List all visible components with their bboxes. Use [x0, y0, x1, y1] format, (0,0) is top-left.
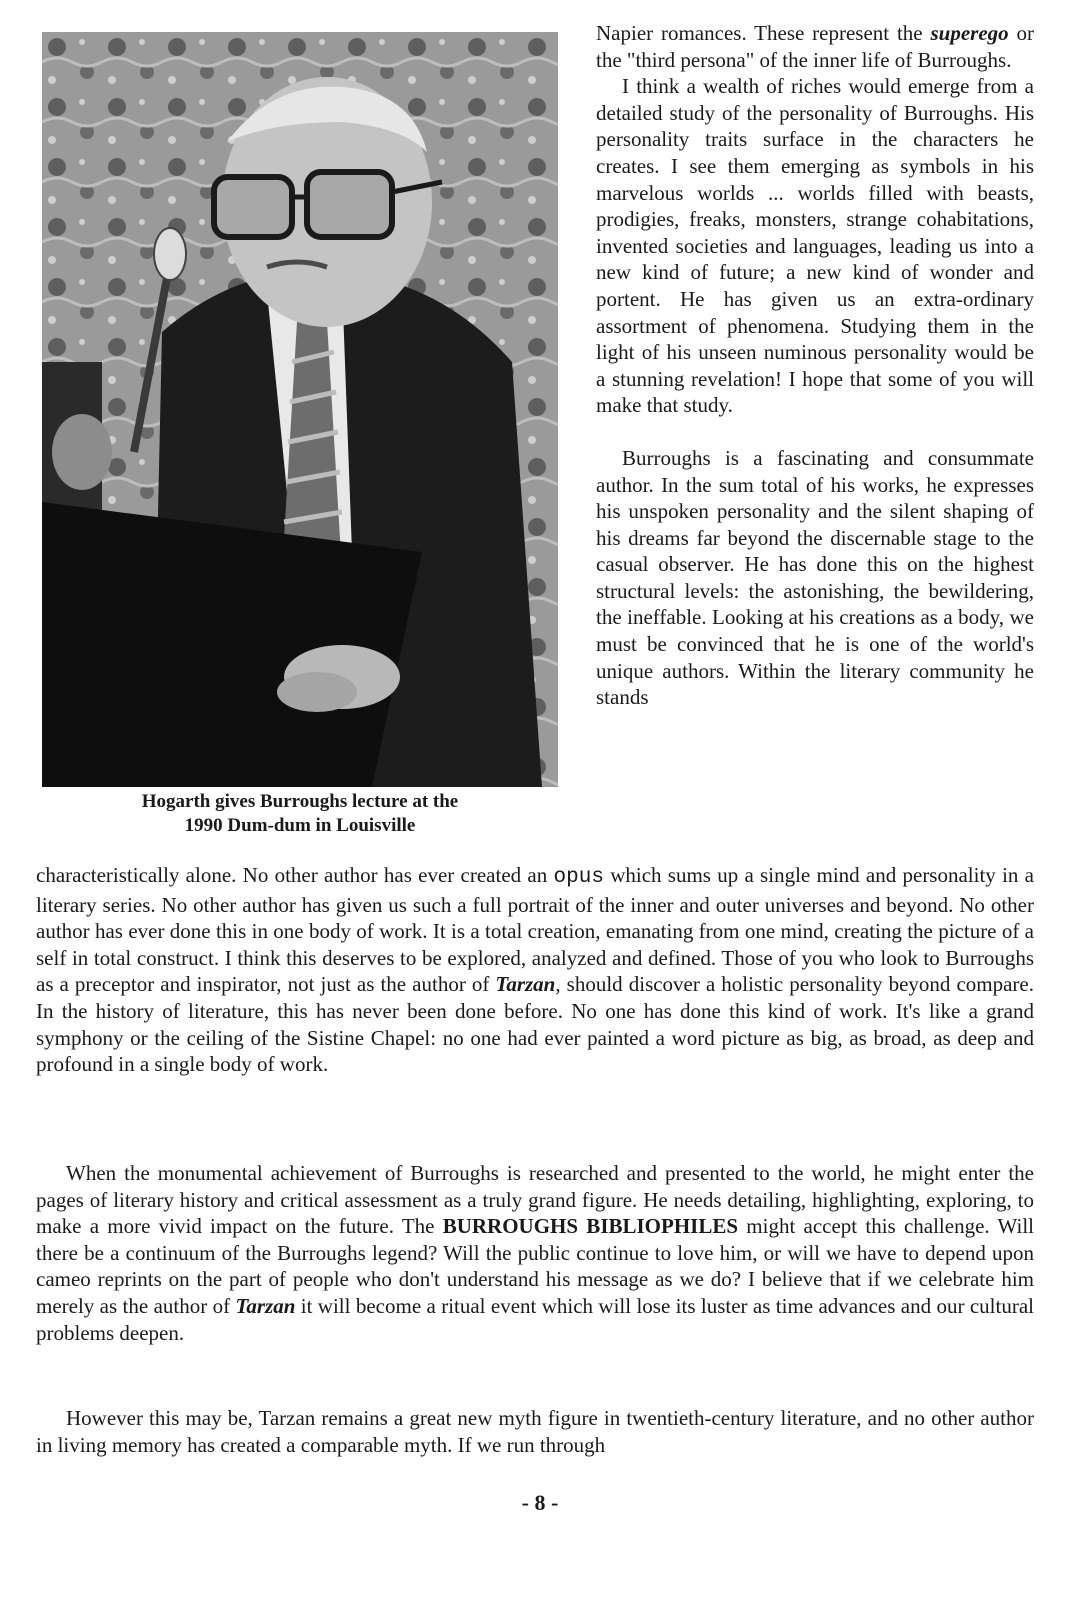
emphasis-superego: superego — [930, 21, 1009, 45]
org-name: BURROUGHS BIBLIOPHILES — [442, 1214, 739, 1239]
lecture-photo — [42, 32, 558, 787]
page-number: - 8 - — [521, 1490, 559, 1515]
right-column — [596, 20, 1034, 711]
term-opus: opus — [553, 866, 604, 889]
photo-illustration — [42, 32, 558, 787]
photo-caption — [42, 790, 558, 838]
paragraph-continued: characteristically alone. No other author has ever created an opus which sums up a single mind and personality in a literary series. No other author has given us such a full portrait of the inner and outer universes and beyond. No other author has ever done this in one body of work. It is a total creation, emanating from one mind, creating the picture of a self in total construct. I think this deserves to be explored, analyzed and defined. Those of you who look to Burroughs as a preceptor and inspirator, not just as the author of Tarzan, should discover a holistic personality beyond compare. In the history of literature, this has never been done before. No one has done this kind of work. It's like a grand symphony or the ceiling of the Sistine Chapel: no one had ever painted a word picture as big, as broad, as deep and profound in a single body of work. — [36, 863, 1034, 1077]
paragraph-napier: Napier romances. These represent the superego or the "third persona" of the inner life of Burroughs. — [596, 21, 1034, 72]
caption-line-2: 1990 Dum-dum in Louisville — [184, 815, 416, 836]
title-tarzan: Tarzan — [495, 972, 556, 997]
title-tarzan-2: Tarzan — [235, 1293, 296, 1318]
caption-line-1: Hogarth gives Burroughs lecture at the — [141, 791, 459, 812]
paragraph-wealth: I think a wealth of riches would emerge from a detailed study of the personality of Burroughs. His personality traits surface in the characters he creates. I see them emerging as symbols in his marvelous worlds ... worlds filled with beasts, prodigies, freaks, monsters, strange cohabitations, invented societies and languages, leading us into a new kind of future; a new kind of wonder and portent. He has given us an extra-ordinary assortment of phenomena. Studying them in the light of his unseen numinous personality would be a stunning revelation! I hope that some of you will make that study. — [596, 74, 1034, 418]
paragraph-monumental: When the monumental achievement of Burroughs is researched and presented to the world, he might enter the pages of literary history and critical assessment as a truly grand figure. He needs detailing, highlighting, exploring, to make a more vivid impact on the future. The BURROUGHS BIBLIOPHILES might accept this challenge. Will there be a continuum of the Burroughs legend? Will the public continue to love him, or will we have to depend upon cameo reprints on the part of people who don't understand his message as we do? I believe that if we celebrate him merely as the author of Tarzan it will become a ritual event which will lose its luster as time advances and our cultural problems deepen. — [36, 1161, 1034, 1345]
paragraph-fascinating: Burroughs is a fascinating and consummate author. In the sum total of his works, he expresses his unspoken personality and the silent shaping of his dreams far beyond the discernable stage to the casual observer. He has done this on the highest structural levels: the astonishing, the bewildering, the ineffable. Looking at his creations as a body, we must be convinced that he is one of the world's unique authors. Within the literary community he stands — [596, 445, 1034, 710]
paragraph-myth: However this may be, Tarzan remains a great new myth figure in twentieth-century literature, and no other author in living memory has created a comparable myth. If we run through — [36, 1406, 1034, 1457]
